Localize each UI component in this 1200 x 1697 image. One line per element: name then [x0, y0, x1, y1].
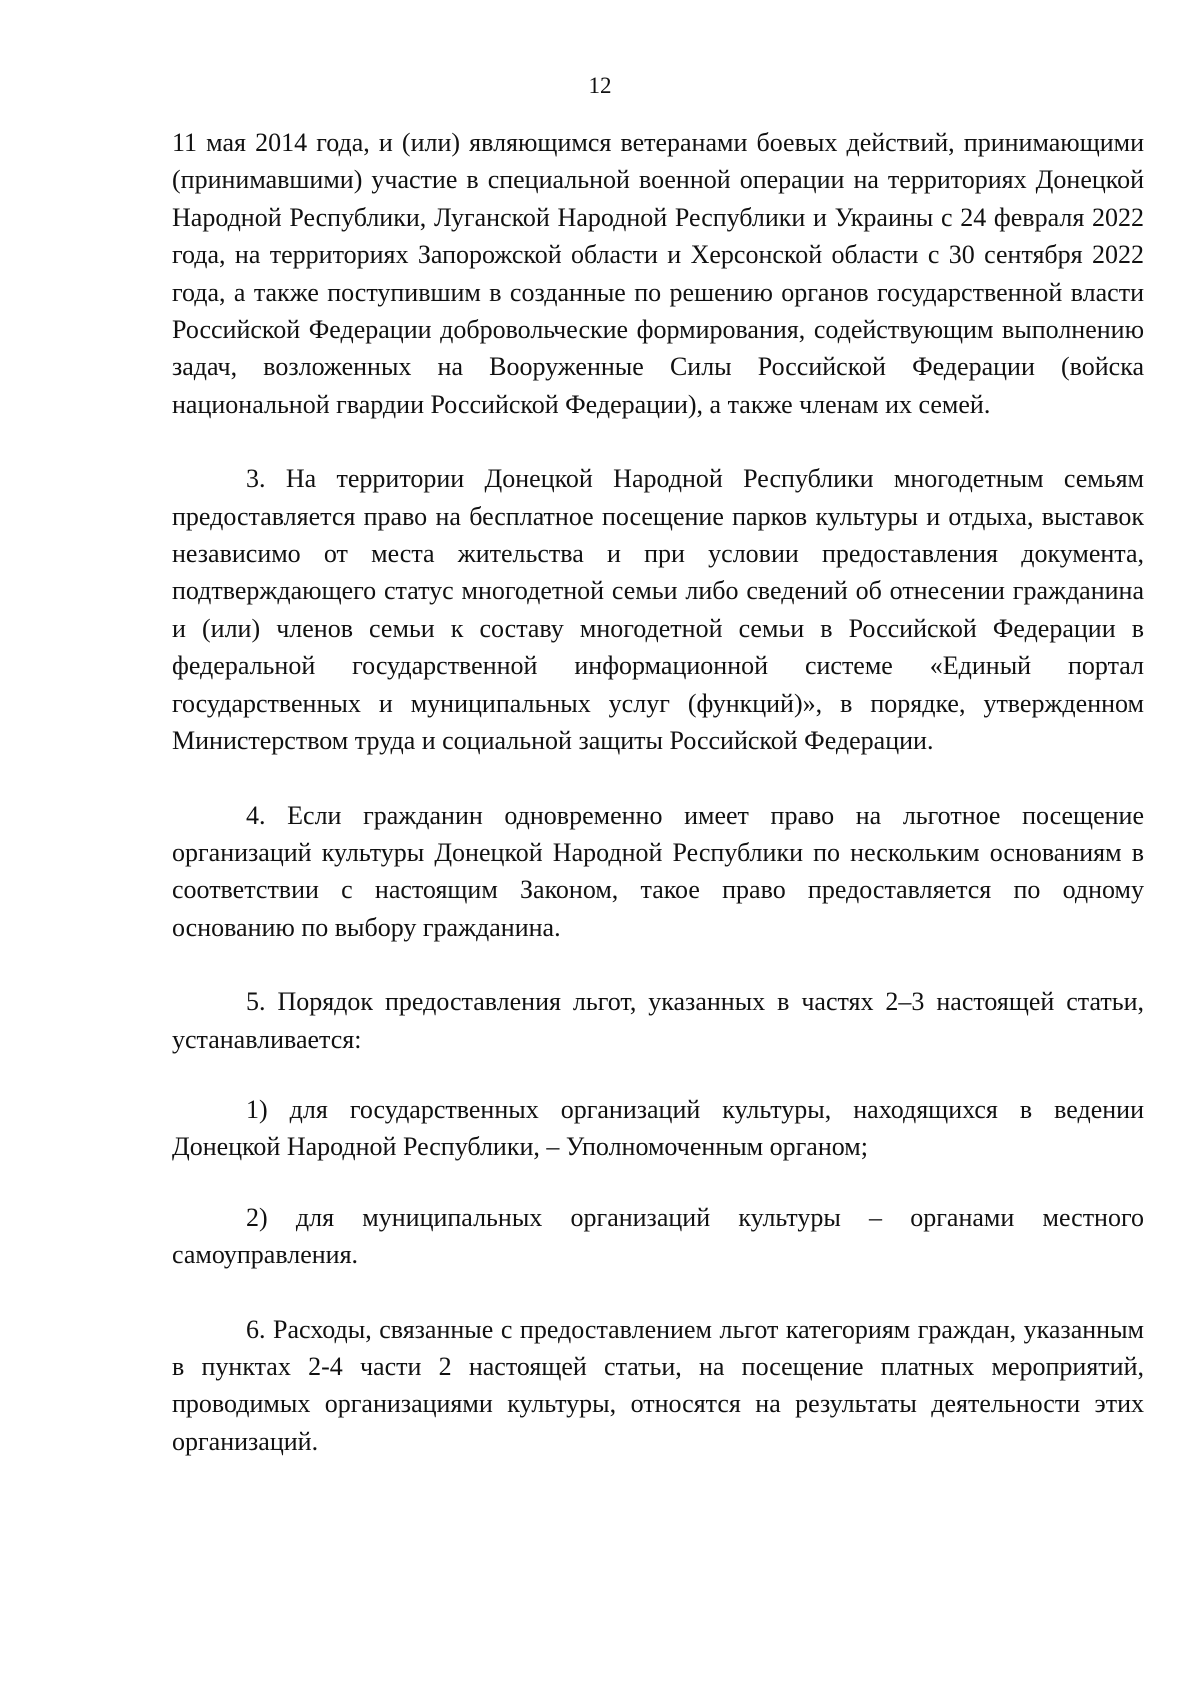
paragraph-part-5-item-1: 1) для государственных организаций культуры, находящихся в ведении Донецкой Народной Республики, – Уполномоченным органом; — [172, 1094, 1144, 1162]
paragraph-continuation: 11 мая 2014 года, и (или) являющимся ветеранами боевых действий, принимающими (принимавшими) участие в специальной военной операции на территориях Донецкой Народной Республики, Луганской Народной Республики и Украины с 24 февраля 2022 года, на территориях Запорожской области и Херсонской области с 30 сентября 2022 года, а также поступившим в созданные по решению органов государственной власти Российской Федерации добровольческие формирования, содействующим выполнению задач, возложенных на Вооруженные Силы Российской Федерации (войска национальной гвардии Российской Федерации), а также членам их семей. — [172, 128, 1144, 419]
paragraph-part-5: 5. Порядок предоставления льгот, указанных в частях 2–3 настоящей статьи, устанавливается: — [172, 987, 1144, 1054]
document-body — [172, 124, 1144, 1460]
paragraph-part-6: 6. Расходы, связанные с предоставлением льгот категориям граждан, указанным в пунктах 2-4 части 2 настоящей статьи, на посещение платных мероприятий, проводимых организациями культуры, относятся на результаты деятельности этих организаций. — [172, 1314, 1144, 1456]
paragraph-part-3: 3. На территории Донецкой Народной Республики многодетным семьям предоставляется право на бесплатное посещение парков культуры и отдыха, выставок независимо от места жительства и при условии предоставления документа, подтверждающего статус многодетной семьи либо сведений об отнесении гражданина и (или) членов семьи к составу многодетной семьи в Российской Федерации в федеральной государственной информационной системе «Единый портал государственных и муниципальных услуг (функций)», в порядке, утвержденном Министерством труда и социальной защиты Российской Федерации. — [172, 464, 1144, 756]
paragraph-part-4: 4. Если гражданин одновременно имеет право на льготное посещение организаций культуры Донецкой Народной Республики по нескольким основаниям в соответствии с настоящим Законом, такое право предоставляется по одному основанию по выбору гражданина. — [172, 800, 1144, 942]
page-number: 12 — [588, 73, 612, 98]
paragraph-part-5-item-2: 2) для муниципальных организаций культуры – органами местного самоуправления. — [172, 1202, 1144, 1270]
